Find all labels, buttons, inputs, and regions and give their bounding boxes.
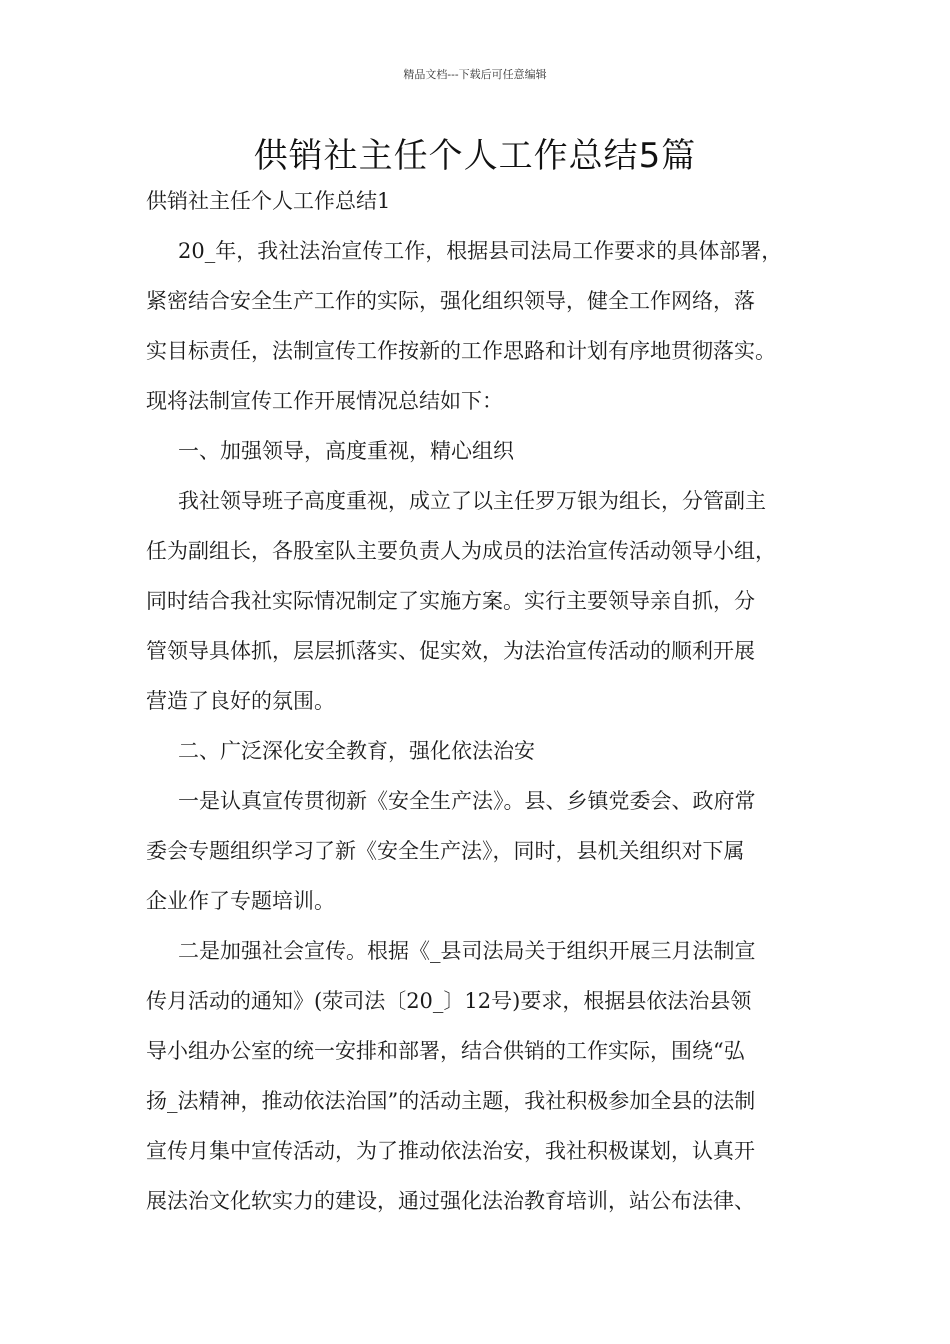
paragraph-line: 20_年，我社法治宣传工作，根据县司法局工作要求的具体部署， xyxy=(178,239,783,263)
paragraph-line: 紧密结合安全生产工作的实际，强化组织领导，健全工作网络，落 xyxy=(146,289,755,313)
paragraph-line: 委会专题组织学习了新《安全生产法》，同时，县机关组织对下属 xyxy=(146,839,745,863)
paragraph-line: 传月活动的通知》(荥司法〔20_〕12号)要求，根据县依法治县领 xyxy=(146,989,752,1013)
subheading: 二、广泛深化安全教育，强化依法治安 xyxy=(178,739,535,763)
paragraph-line: 现将法制宣传工作开展情况总结如下： xyxy=(146,389,503,413)
subheading: 一、加强领导，高度重视，精心组织 xyxy=(178,439,514,463)
paragraph-line: 任为副组长，各股室队主要负责人为成员的法治宣传活动领导小组， xyxy=(146,539,776,563)
paragraph-line: 展法治文化软实力的建设，通过强化法治教育培训，站公布法律、 xyxy=(146,1189,755,1213)
paragraph-line: 我社领导班子高度重视，成立了以主任罗万银为组长，分管副主 xyxy=(178,489,766,513)
paragraph-line: 导小组办公室的统一安排和部署，结合供销的工作实际，围绕“弘 xyxy=(146,1039,745,1063)
document-title: 供销社主任个人工作总结5篇 xyxy=(253,136,697,176)
paragraph-line: 同时结合我社实际情况制定了实施方案。实行主要领导亲自抓，分 xyxy=(146,589,755,613)
paragraph-line: 管领导具体抓，层层抓落实、促实效，为法治宣传活动的顺利开展 xyxy=(146,639,755,663)
header-note: 精品文档---下载后可任意编辑 xyxy=(403,68,547,81)
paragraph-line: 二是加强社会宣传。根据《_县司法局关于组织开展三月法制宣 xyxy=(178,939,756,963)
section-heading: 供销社主任个人工作总结1 xyxy=(146,189,391,213)
paragraph-line: 宣传月集中宣传活动，为了推动依法治安，我社积极谋划，认真开 xyxy=(146,1139,755,1163)
paragraph-line: 营造了良好的氛围。 xyxy=(146,689,335,713)
paragraph-line: 企业作了专题培训。 xyxy=(146,889,335,913)
paragraph-line: 一是认真宣传贯彻新《安全生产法》。县、乡镇党委会、政府常 xyxy=(178,789,756,813)
paragraph-line: 实目标责任，法制宣传工作按新的工作思路和计划有序地贯彻落实。 xyxy=(146,339,776,363)
paragraph-line: 扬_法精神，推动依法治国”的活动主题，我社积极参加全县的法制 xyxy=(146,1089,756,1113)
